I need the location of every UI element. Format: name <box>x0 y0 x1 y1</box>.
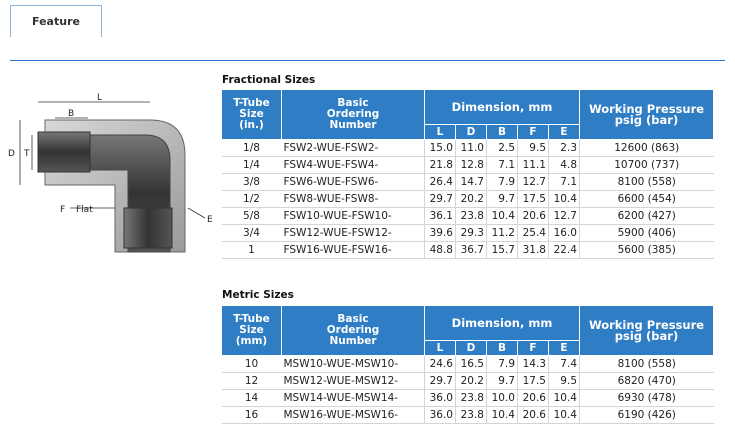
header-size: T-Tube Size (mm) <box>222 306 282 356</box>
cell-f: 25.4 <box>518 225 549 242</box>
header-ordering: Basic Ordering Number <box>282 306 425 356</box>
cell-e: 2.3 <box>549 140 580 157</box>
cell-size: 12 <box>222 373 282 390</box>
cell-l: 36.1 <box>425 208 456 225</box>
cell-b: 9.7 <box>487 373 518 390</box>
dim-label-l: L <box>97 93 103 103</box>
cell-pressure: 6190 (426) <box>580 407 714 424</box>
header-d: D <box>456 341 487 356</box>
cell-order: FSW6-WUE-FSW6- <box>282 174 425 191</box>
cell-b: 2.5 <box>487 140 518 157</box>
table-row <box>222 407 714 424</box>
dim-label-d: D <box>8 149 15 159</box>
header-pressure: Working Pressure psig (bar) <box>580 90 714 140</box>
header-pressure: Working Pressure psig (bar) <box>580 306 714 356</box>
cell-e: 12.7 <box>549 208 580 225</box>
cell-d: 29.3 <box>456 225 487 242</box>
cell-order: MSW14-WUE-MSW14- <box>282 390 425 407</box>
dim-label-t: T <box>24 149 30 159</box>
header-size: T-Tube Size (in.) <box>222 90 282 140</box>
cell-l: 29.7 <box>425 373 456 390</box>
cell-l: 24.6 <box>425 356 456 373</box>
cell-size: 3/8 <box>222 174 282 191</box>
cell-pressure: 5600 (385) <box>580 242 714 259</box>
table-row <box>222 390 714 407</box>
cell-f: 17.5 <box>518 373 549 390</box>
cell-size: 1/2 <box>222 191 282 208</box>
cell-e: 10.4 <box>549 407 580 424</box>
cell-b: 7.1 <box>487 157 518 174</box>
table-row <box>222 157 714 174</box>
header-f: F <box>518 125 549 140</box>
cell-l: 48.8 <box>425 242 456 259</box>
cell-f: 12.7 <box>518 174 549 191</box>
table-row <box>222 373 714 390</box>
cell-size: 1 <box>222 242 282 259</box>
cell-l: 26.4 <box>425 174 456 191</box>
cell-d: 20.2 <box>456 373 487 390</box>
cell-l: 36.0 <box>425 407 456 424</box>
header-l: L <box>425 341 456 356</box>
cell-f: 17.5 <box>518 191 549 208</box>
cell-size: 5/8 <box>222 208 282 225</box>
cell-l: 29.7 <box>425 191 456 208</box>
tab-feature[interactable] <box>10 5 102 37</box>
cell-f: 14.3 <box>518 356 549 373</box>
cell-d: 16.5 <box>456 356 487 373</box>
elbow-fitting-diagram <box>0 90 220 265</box>
cell-pressure: 8100 (558) <box>580 174 714 191</box>
cell-f: 20.6 <box>518 208 549 225</box>
header-b: B <box>487 125 518 140</box>
cell-b: 7.9 <box>487 174 518 191</box>
cell-size: 1/8 <box>222 140 282 157</box>
table-row <box>222 174 714 191</box>
table-row <box>222 242 714 259</box>
cell-d: 23.8 <box>456 208 487 225</box>
cell-f: 9.5 <box>518 140 549 157</box>
dim-label-b: B <box>68 109 75 119</box>
cell-d: 23.8 <box>456 390 487 407</box>
cell-d: 20.2 <box>456 191 487 208</box>
table-row <box>222 356 714 373</box>
table-row <box>222 191 714 208</box>
cell-size: 10 <box>222 356 282 373</box>
cell-e: 9.5 <box>549 373 580 390</box>
cell-b: 10.4 <box>487 407 518 424</box>
header-e: E <box>549 341 580 356</box>
cell-pressure: 8100 (558) <box>580 356 714 373</box>
socket-vertical <box>124 208 172 248</box>
cell-e: 4.8 <box>549 157 580 174</box>
cell-order: FSW12-WUE-FSW12- <box>282 225 425 242</box>
cell-d: 14.7 <box>456 174 487 191</box>
cell-b: 7.9 <box>487 356 518 373</box>
cell-pressure: 12600 (863) <box>580 140 714 157</box>
cell-d: 36.7 <box>456 242 487 259</box>
header-ordering: Basic Ordering Number <box>282 90 425 140</box>
cell-b: 11.2 <box>487 225 518 242</box>
cell-l: 21.8 <box>425 157 456 174</box>
metric-sizes-table <box>221 305 714 424</box>
cell-f: 31.8 <box>518 242 549 259</box>
cell-e: 10.4 <box>549 390 580 407</box>
cell-l: 39.6 <box>425 225 456 242</box>
cell-e: 10.4 <box>549 191 580 208</box>
cell-order: FSW4-WUE-FSW4- <box>282 157 425 174</box>
cell-pressure: 6200 (427) <box>580 208 714 225</box>
cell-order: FSW8-WUE-FSW8- <box>282 191 425 208</box>
cell-order: MSW10-WUE-MSW10- <box>282 356 425 373</box>
cell-size: 14 <box>222 390 282 407</box>
cell-order: FSW2-WUE-FSW2- <box>282 140 425 157</box>
cell-order: FSW16-WUE-FSW16- <box>282 242 425 259</box>
fractional-sizes-title: Fractional Sizes <box>222 74 316 86</box>
cell-pressure: 10700 (737) <box>580 157 714 174</box>
tab-feature-label: Feature <box>32 15 80 28</box>
cell-b: 10.4 <box>487 208 518 225</box>
cell-order: MSW16-WUE-MSW16- <box>282 407 425 424</box>
cell-f: 20.6 <box>518 407 549 424</box>
header-d: D <box>456 125 487 140</box>
cell-pressure: 5900 (406) <box>580 225 714 242</box>
cell-e: 7.4 <box>549 356 580 373</box>
cell-l: 15.0 <box>425 140 456 157</box>
cell-order: FSW10-WUE-FSW10- <box>282 208 425 225</box>
header-dimension: Dimension, mm <box>425 306 580 341</box>
table-row <box>222 225 714 242</box>
table-row <box>222 208 714 225</box>
cell-e: 16.0 <box>549 225 580 242</box>
metric-sizes-title: Metric Sizes <box>222 289 294 301</box>
cell-size: 16 <box>222 407 282 424</box>
dim-label-e: E <box>207 215 213 225</box>
cell-pressure: 6600 (454) <box>580 191 714 208</box>
tab-divider <box>10 60 725 61</box>
cell-b: 15.7 <box>487 242 518 259</box>
cell-d: 23.8 <box>456 407 487 424</box>
cell-e: 22.4 <box>549 242 580 259</box>
fractional-sizes-table <box>221 89 714 259</box>
cell-size: 1/4 <box>222 157 282 174</box>
header-l: L <box>425 125 456 140</box>
cell-order: MSW12-WUE-MSW12- <box>282 373 425 390</box>
socket-horizontal <box>38 132 90 172</box>
cell-pressure: 6930 (478) <box>580 390 714 407</box>
cell-pressure: 6820 (470) <box>580 373 714 390</box>
cell-e: 7.1 <box>549 174 580 191</box>
cell-d: 12.8 <box>456 157 487 174</box>
header-f: F <box>518 341 549 356</box>
header-dimension: Dimension, mm <box>425 90 580 125</box>
cell-b: 9.7 <box>487 191 518 208</box>
cell-l: 36.0 <box>425 390 456 407</box>
cell-f: 11.1 <box>518 157 549 174</box>
header-b: B <box>487 341 518 356</box>
dim-label-flat: Flat <box>76 205 93 215</box>
table-row <box>222 140 714 157</box>
header-e: E <box>549 125 580 140</box>
dim-label-f: F <box>60 205 66 215</box>
cell-size: 3/4 <box>222 225 282 242</box>
cell-b: 10.0 <box>487 390 518 407</box>
cell-f: 20.6 <box>518 390 549 407</box>
cell-d: 11.0 <box>456 140 487 157</box>
